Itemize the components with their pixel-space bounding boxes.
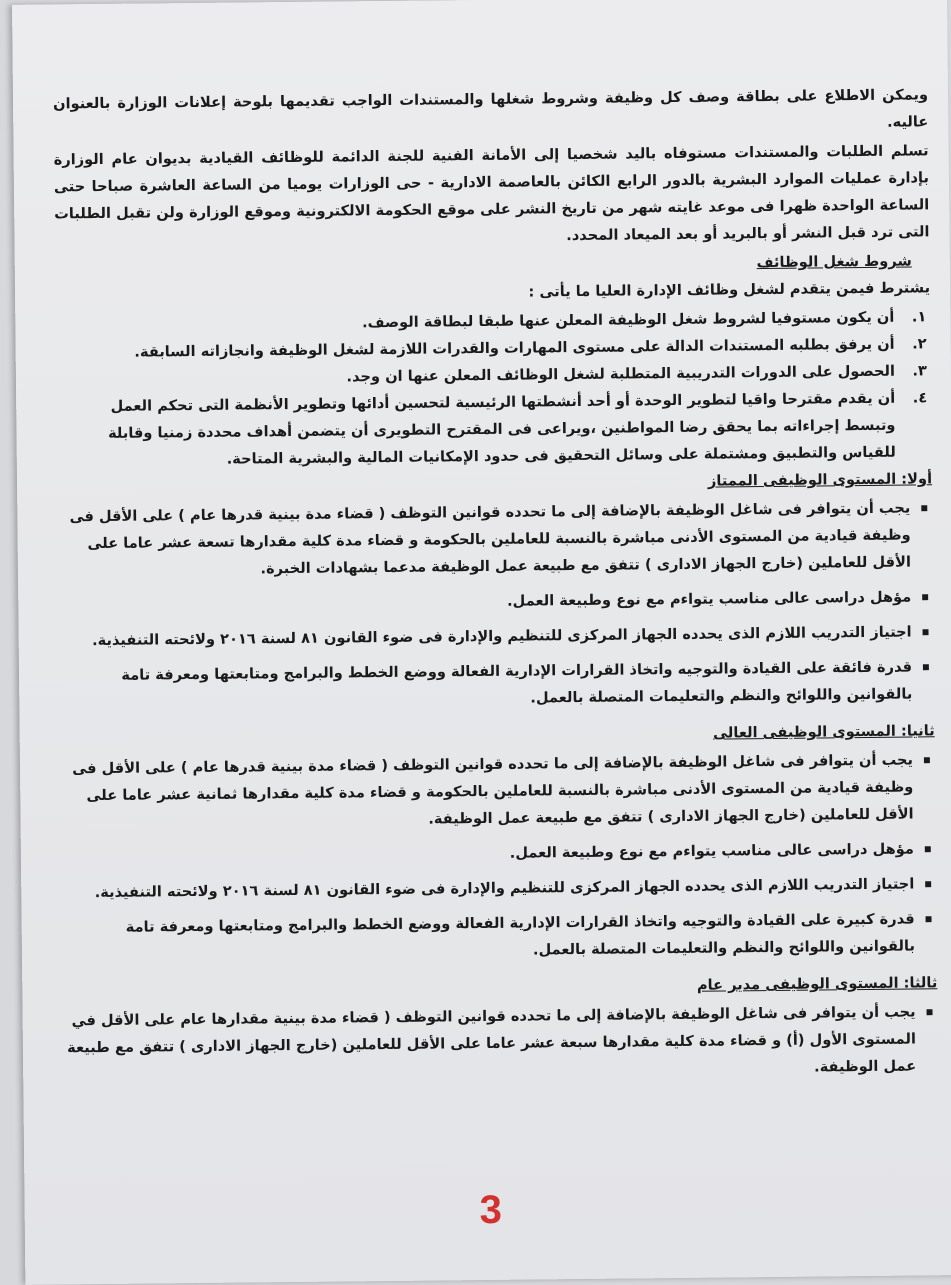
bullet-icon: ▪ bbox=[920, 500, 929, 515]
condition-number: ٣. bbox=[912, 362, 927, 380]
list-item-text: يجب أن يتوافر فى شاغل الوظيفة بالإضافة إلى ما تحدده قوانين التوظف ( قضاء مدة بينية قدرها عام ) على الأقل فى وظيفة قيادية من المستوى الأدنى مباشرة بالنسبة للعاملين بالحكومة و قضاء مدة كلية مقدارها تسعة عشر عاما على الأقل للعاملين (خارج الجهاز الادارى ) تتفق مع طبيعة عمل الوظيفة مدعما بشهادات الخبرة. bbox=[69, 499, 911, 578]
bullet-icon: ▪ bbox=[921, 589, 930, 604]
bullet-icon: ▪ bbox=[924, 911, 933, 926]
list-item bbox=[62, 905, 933, 968]
level-general-manager-list bbox=[63, 998, 939, 1088]
level-excellent-list bbox=[57, 494, 934, 716]
bullet-icon: ▪ bbox=[923, 841, 932, 856]
list-item bbox=[61, 870, 933, 906]
list-item bbox=[61, 835, 932, 871]
list-item-text: قدرة فائقة على القيادة والتوجيه واتخاذ القرارات الإدارية الفعالة ووضع الخطط والبرامج ومتابعتها ومعرفة تامة بالقوانين واللوائح والنظم والتعليمات المتصلة بالعمل. bbox=[121, 658, 913, 707]
condition-item bbox=[56, 385, 928, 475]
document-body bbox=[53, 81, 938, 1096]
list-item bbox=[59, 619, 930, 655]
list-item-text: قدرة كبيرة على القيادة والتوجيه واتخاذ القرارات الإدارية الفعالة ووضع الخطط والبرامج ومتابعتها ومعرفة تامة بالقوانين واللوائح والنظم والتعليمات المتصلة بالعمل. bbox=[125, 910, 916, 959]
list-item bbox=[57, 495, 929, 585]
list-item-text: يجب أن يتوافر فى شاغل الوظيفة بالإضافة إلى ما تحدده قوانين التوظف ( قضاء مدة بينية مقدارها عام على الأقل في المستوى الأول (أ) و قضاء مدة كلية مقدارها سبعة عشر عاما على الأقل للعاملين (خارج الجهاز الادارى ) تتفق مع طبيعة عمل الوظيفة. bbox=[67, 1003, 917, 1076]
document-page bbox=[12, 0, 951, 1285]
intro-paragraph-2: تسلم الطلبات والمستندات مستوفاه باليد شخصيا إلى الأمانة الفنية للجنة الدائمة للوظائف القيادية بديوان عام الوزارة بإدارة عمليات الموارد البشرية بالدور الرابع الكائن بالعاصمة الادارية - حى الوزارات يوميا من الساعة العاشرة صباحا حتى الساعة الواحدة ظهرا فى موعد غايته شهر من تاريخ النشر على موقع الحكومة الالكترونية وموقع الوزارة ولن تقبل الطلبات التى ترد قبل النشر أو بالبريد أو بعد الميعاد المحدد. bbox=[53, 142, 930, 245]
bullet-icon: ▪ bbox=[921, 624, 930, 639]
bullet-icon: ▪ bbox=[924, 876, 933, 891]
level-title-high: ثانيا: المستوى الوظيفى العالى bbox=[712, 722, 935, 742]
list-item-text: اجتياز التدريب اللازم الذى يحدده الجهاز المركزى للتنظيم والإدارة فى ضوء القانون ٨١ لسنة ٢٠١٦ ولائحته التنفيذية. bbox=[94, 875, 915, 902]
list-item-text: مؤهل دراسى عالى مناسب يتواءم مع نوع وطبيعة العمل. bbox=[509, 840, 915, 862]
list-item bbox=[59, 654, 931, 717]
level-title-excellent: أولا: المستوى الوظيفى الممتاز bbox=[707, 470, 933, 490]
list-item-text: مؤهل دراسى عالى مناسب يتواءم مع نوع وطبيعة العمل. bbox=[507, 588, 912, 610]
conditions-heading: شروط شغل الوظائف bbox=[756, 252, 912, 272]
condition-text: الحصول على الدورات التدريبية المتطلبة لشغل الوظائف المعلن عنها ان وجد. bbox=[346, 362, 895, 386]
list-item bbox=[60, 747, 932, 837]
condition-text: أن يكون مستوفيا لشروط شغل الوظيفة المعلن عنها طبقا لبطاقة الوصف. bbox=[362, 308, 895, 332]
list-item bbox=[63, 998, 934, 1088]
bullet-icon: ▪ bbox=[922, 752, 932, 767]
condition-text: أن يرفق بطلبه المستندات الدالة على مستوى المهارات والقدرات اللازمة لشغل الوظيفة وانجازاته السابقة. bbox=[134, 335, 895, 361]
conditions-intro: يشترط فيمن يتقدم لشغل وظائف الإدارة العليا ما يأتى : bbox=[528, 279, 931, 301]
bullet-icon: ▪ bbox=[921, 659, 931, 674]
list-item-text: اجتياز التدريب اللازم الذى يحدده الجهاز المركزى للتنظيم والإدارة فى ضوء القانون ٨١ لسنة ٢٠١٦ ولائحته التنفيذية. bbox=[91, 623, 912, 650]
intro-paragraph-1: ويمكن الاطلاع على بطاقة وصف كل وظيفة وشروط شغلها والمستندات الواجب تقديمها بلوحة إعلانات الوزارة بالعنوان عاليه. bbox=[52, 86, 929, 131]
page-number: 3 bbox=[479, 1187, 503, 1233]
condition-number: ١. bbox=[911, 308, 927, 326]
conditions-list bbox=[55, 303, 932, 474]
condition-text: أن يقدم مقترحا واقيا لتطوير الوحدة أو أحد أنشطتها الرئيسية لتحسين أدائها وتطوير الأنظمة التى تحكم العمل وتبسط إجراءاته بما يحقق رضا المواطنين ،ويراعى فى المقترح التطويرى أن يتضمن أهداف محددة زمنيا وقابلة للقياس والتطبيق ومشتملة على وسائل التحقيق فى حدود الإمكانيات المالية والبشرية المتاحة. bbox=[107, 389, 896, 468]
level-title-general-manager: ثالثا: المستوى الوظيفى مدير عام bbox=[696, 974, 938, 994]
condition-number: ٢. bbox=[912, 335, 927, 353]
list-item bbox=[58, 584, 930, 620]
condition-number: ٤. bbox=[912, 389, 928, 407]
level-high-list bbox=[60, 746, 937, 968]
list-item-text: يجب أن يتوافر فى شاغل الوظيفة بالإضافة إلى ما تحدده قوانين التوظف ( قضاء مدة بينية قدرها عام ) على الأقل فى وظيفة قيادية من المستوى الأدنى مباشرة بالنسبة للعاملين بالحكومة و قضاء مدة كلية مقدارها ثمانية عشر عاما على الأقل للعاملين (خارج الجهاز الادارى ) تتفق مع طبيعة عمل الوظيفة. bbox=[72, 751, 914, 828]
bullet-icon: ▪ bbox=[925, 1004, 934, 1019]
